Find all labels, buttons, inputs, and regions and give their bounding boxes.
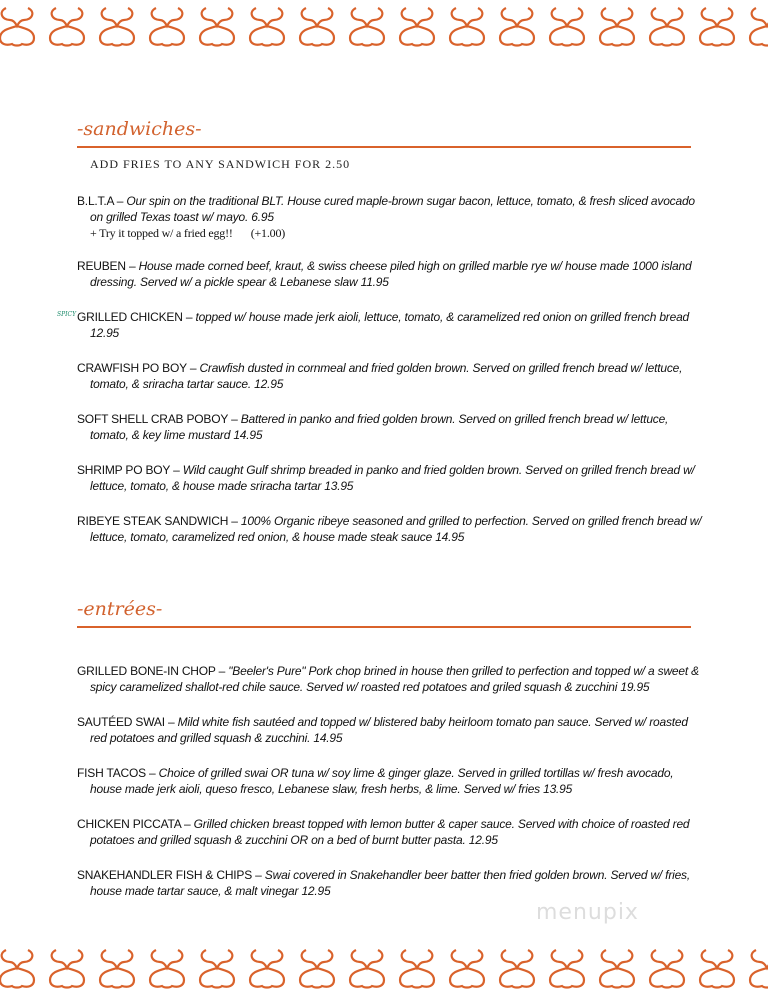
item-name: B.L.T.A [77,194,114,208]
decorative-border-bottom [0,942,768,992]
item-name: SNAKEHANDLER FISH & CHIPS [77,868,253,882]
item-addon-price: (+1.00) [250,226,286,240]
menu-item: CHICKEN PICCATA – Grilled chicken breast topped with lemon butter & caper sauce. Served with choice of roasted red potatoes and grilled squash & zucchini OR on a bed of burnt butter pasta. 12.95 [77,817,690,847]
item-description: "Beeler's Pure" Pork chop brined in house then grilled to perfection and topped w/ a sweet & spicy caramelized shallot-red chile sauce. Served w/ roasted red potatoes and griled squash & zucchini 19.95 [90,664,699,694]
menu-item: B.L.T.A – Our spin on the traditional BLT. House cured maple-brown sugar bacon, lettuce, tomato, & fresh sliced avocado on grilled Texas toast w/ mayo. 6.95 + Try it topped w/ a fried egg!! (+1.00) [77,194,695,240]
menu-item: FISH TACOS – Choice of grilled swai OR tuna w/ soy lime & ginger glaze. Served in grilled tortillas w/ fresh avocado, house made jerk aioli, queso fresco, Lebanese slaw, fresh herbs, & lime. Served w/ fries 13.95 [77,766,674,796]
item-description: Crawfish dusted in cornmeal and fried golden brown. Served on grilled french bread w/ lettuce, tomato, & sriracha tartar sauce. 12.95 [90,361,683,391]
item-name: GRILLED BONE-IN CHOP [77,664,216,678]
section-heading-sandwiches: -sandwiches- [77,118,202,140]
item-description: House made corned beef, kraut, & swiss cheese piled high on grilled marble rye w/ house made 1000 island dressing. Served w/ a pickle spear & Lebanese slaw 11.95 [90,259,692,289]
menu-item: GRILLED BONE-IN CHOP – "Beeler's Pure" Pork chop brined in house then grilled to perfection and topped w/ a sweet & spicy caramelized shallot-red chile sauce. Served w/ roasted red potatoes and griled squash & zucchini 19.95 [77,664,699,694]
item-description: 100% Organic ribeye seasoned and grilled to perfection. Served on grilled french bread w/ lettuce, tomato, caramelized red onion, & house made steak sauce 14.95 [90,514,702,544]
decorative-border-top [0,0,768,50]
item-description: topped w/ house made jerk aioli, lettuce, tomato, & caramelized red onion on grilled french bread 12.95 [90,310,690,340]
item-name: REUBEN [77,259,126,273]
item-description: Battered in panko and fried golden brown. Served on grilled french bread w/ lettuce, tomato, & key lime mustard 14.95 [90,412,669,442]
item-description: Swai covered in Snakehandler beer batter then fried golden brown. Served w/ fries, house made tartar sauce, & malt vinegar 12.95 [90,868,690,898]
item-description: Grilled chicken breast topped with lemon butter & caper sauce. Served with choice of roasted red potatoes and grilled squash & zucchini OR on a bed of burnt butter pasta. 12.95 [90,817,690,847]
item-addon: + Try it topped w/ a fried egg!! [90,226,233,240]
item-name: SAUTÉED SWAI [77,715,165,729]
menu-item: SHRIMP PO BOY – Wild caught Gulf shrimp breaded in panko and fried golden brown. Served on grilled french bread w/ lettuce, tomato, & house made sriracha tartar 13.95 [77,463,695,493]
menu-item: CRAWFISH PO BOY – Crawfish dusted in cornmeal and fried golden brown. Served on grilled french bread w/ lettuce, tomato, & sriracha tartar sauce. 12.95 [77,361,683,391]
menu-item: REUBEN – House made corned beef, kraut, & swiss cheese piled high on grilled marble rye w/ house made 1000 island dressing. Served w/ a pickle spear & Lebanese slaw 11.95 [77,259,692,289]
item-name: RIBEYE STEAK SANDWICH [77,514,229,528]
section-divider [77,626,691,628]
menu-item: GRILLED CHICKEN – topped w/ house made jerk aioli, lettuce, tomato, & caramelized red onion on grilled french bread 12.95 [77,310,690,340]
item-description: Choice of grilled swai OR tuna w/ soy lime & ginger glaze. Served in grilled tortillas w/ fresh avocado, house made jerk aioli, queso fresco, Lebanese slaw, fresh herbs, & lime. Served w/ fries 13.95 [90,766,674,796]
section-heading-entrees: -entrées- [77,598,163,620]
item-name: CHICKEN PICCATA [77,817,181,831]
watermark: menupix [536,900,639,925]
item-name: FISH TACOS [77,766,146,780]
item-name: SOFT SHELL CRAB POBOY [77,412,228,426]
item-name: SHRIMP PO BOY [77,463,170,477]
menu-item: SOFT SHELL CRAB POBOY – Battered in panko and fried golden brown. Served on grilled french bread w/ lettuce, tomato, & key lime mustard 14.95 [77,412,669,442]
menu-item: RIBEYE STEAK SANDWICH – 100% Organic ribeye seasoned and grilled to perfection. Served on grilled french bread w/ lettuce, tomato, caramelized red onion, & house made steak sauce 14.95 [77,514,702,544]
menu-item: SNAKEHANDLER FISH & CHIPS – Swai covered in Snakehandler beer batter then fried golden brown. Served w/ fries, house made tartar sauce, & malt vinegar 12.95 [77,868,690,898]
item-description: Wild caught Gulf shrimp breaded in panko and fried golden brown. Served on grilled french bread w/ lettuce, tomato, & house made sriracha tartar 13.95 [90,463,695,493]
item-description: Mild white fish sautéed and topped w/ blistered baby heirloom tomato pan sauce. Served w/ roasted red potatoes and grilled squash & zucchini. 14.95 [90,715,688,745]
item-description: Our spin on the traditional BLT. House cured maple-brown sugar bacon, lettuce, tomato, & fresh sliced avocado on grilled Texas toast w/ mayo. 6.95 [90,194,695,224]
item-name: GRILLED CHICKEN [77,310,183,324]
fries-note: ADD FRIES TO ANY SANDWICH FOR 2.50 [90,157,351,171]
item-name: CRAWFISH PO BOY [77,361,187,375]
section-divider [77,146,691,148]
menu-item: SAUTÉED SWAI – Mild white fish sautéed and topped w/ blistered baby heirloom tomato pan sauce. Served w/ roasted red potatoes and grilled squash & zucchini. 14.95 [77,715,688,745]
spicy-label: SPICY [57,311,77,318]
